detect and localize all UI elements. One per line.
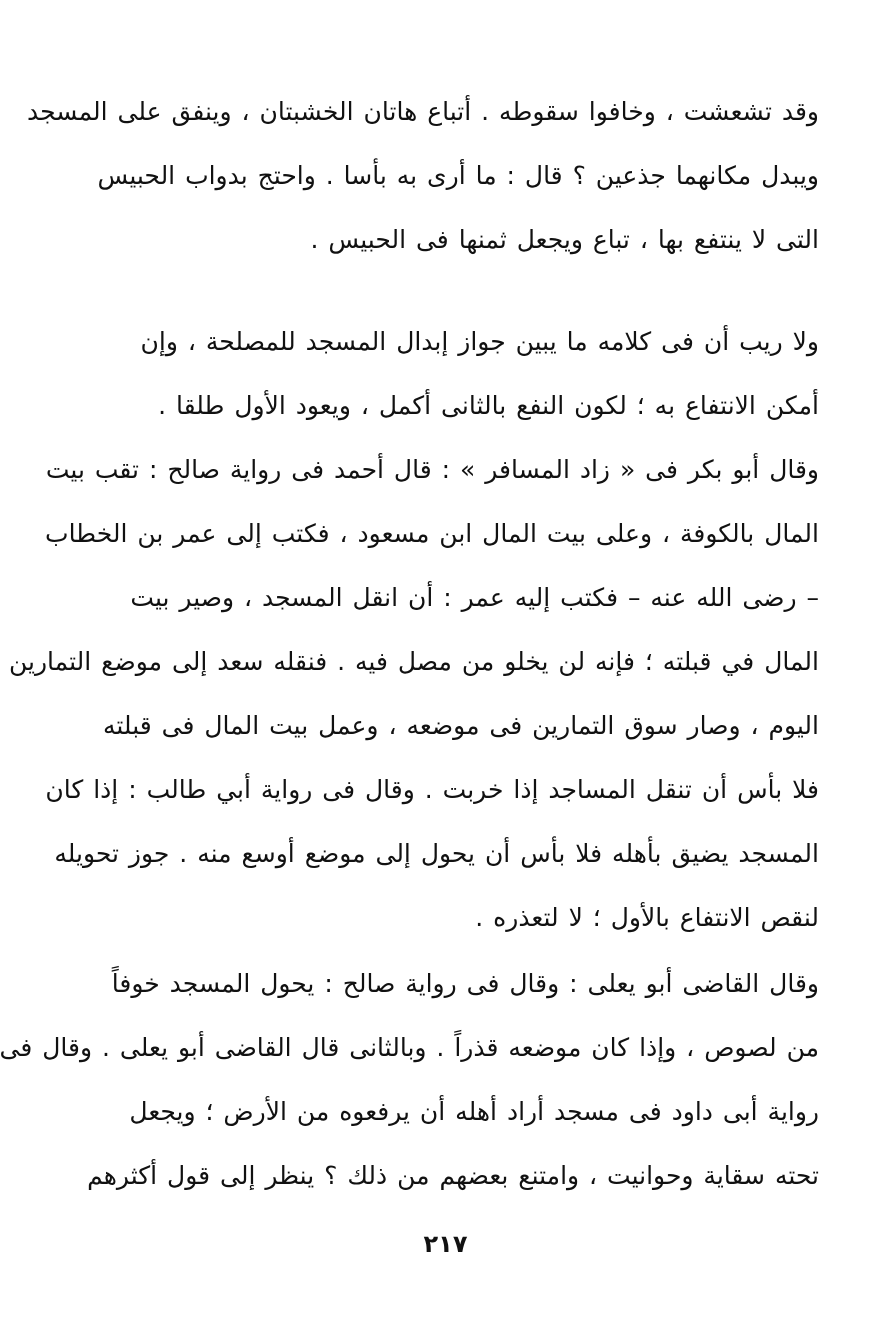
page-number: ٢١٧	[423, 1230, 468, 1258]
text-line: رواية أبى داود فى مسجد أراد أهله أن يرفعوه من الأرض ؛ ويجعل	[129, 1097, 819, 1126]
paragraph-3	[0, 952, 819, 1208]
text-line: اليوم ، وصار سوق التمارين فى موضعه ، وعمل بيت المال فى قبلته	[102, 711, 819, 740]
text-line: ولا ريب أن فى كلامه ما يبين جواز إبدال المسجد للمصلحة ، وإن	[140, 327, 819, 356]
text-line: – رضى الله عنه – فكتب إليه عمر : أن انقل المسجد ، وصير بيت	[130, 583, 819, 612]
text-line: تحته سقاية وحوانيت ، وامتنع بعضهم من ذلك ؟ ينظر إلى قول أكثرهم	[87, 1161, 819, 1190]
text-line: وقال أبو بكر فى « زاد المسافر » : قال أحمد فى رواية صالح : تقب بيت	[45, 455, 819, 484]
text-line: المسجد يضيق بأهله فلا بأس أن يحول إلى موضع أوسع منه . جوز تحويله	[54, 839, 819, 868]
text-line: من لصوص ، وإذا كان موضعه قذراً . وبالثانى قال القاضى أبو يعلى . وقال فى	[0, 1033, 819, 1062]
text-line: أمكن الانتفاع به ؛ لكون النفع بالثانى أكمل ، ويعود الأول طلقا .	[158, 391, 819, 420]
paragraph-2	[8, 310, 819, 950]
text-line: المال بالكوفة ، وعلى بيت المال ابن مسعود ، فكتب إلى عمر بن الخطاب	[45, 519, 819, 548]
text-line: وقال القاضى أبو يعلى : وقال فى رواية صالح : يحول المسجد خوفاً	[111, 969, 819, 998]
text-line: ويبدل مكانهما جذعين ؟ قال : ما أرى به بأسا . واحتج بدواب الحبيس	[97, 161, 819, 190]
text-line: وقد تشعشت ، وخافوا سقوطه . أتباع هاتان الخشبتان ، وينفق على المسجد	[27, 97, 819, 126]
text-line: لنقص الانتفاع بالأول ؛ لا لتعذره .	[475, 903, 819, 932]
paragraph-1	[27, 80, 819, 272]
text-line: المال في قبلته ؛ فإنه لن يخلو من مصل فيه . فنقله سعد إلى موضع التمارين	[8, 647, 819, 676]
text-line: التى لا ينتفع بها ، تباع ويجعل ثمنها فى الحبيس .	[310, 225, 819, 254]
text-line: فلا بأس أن تنقل المساجد إذا خربت . وقال فى رواية أبي طالب : إذا كان	[45, 775, 819, 804]
